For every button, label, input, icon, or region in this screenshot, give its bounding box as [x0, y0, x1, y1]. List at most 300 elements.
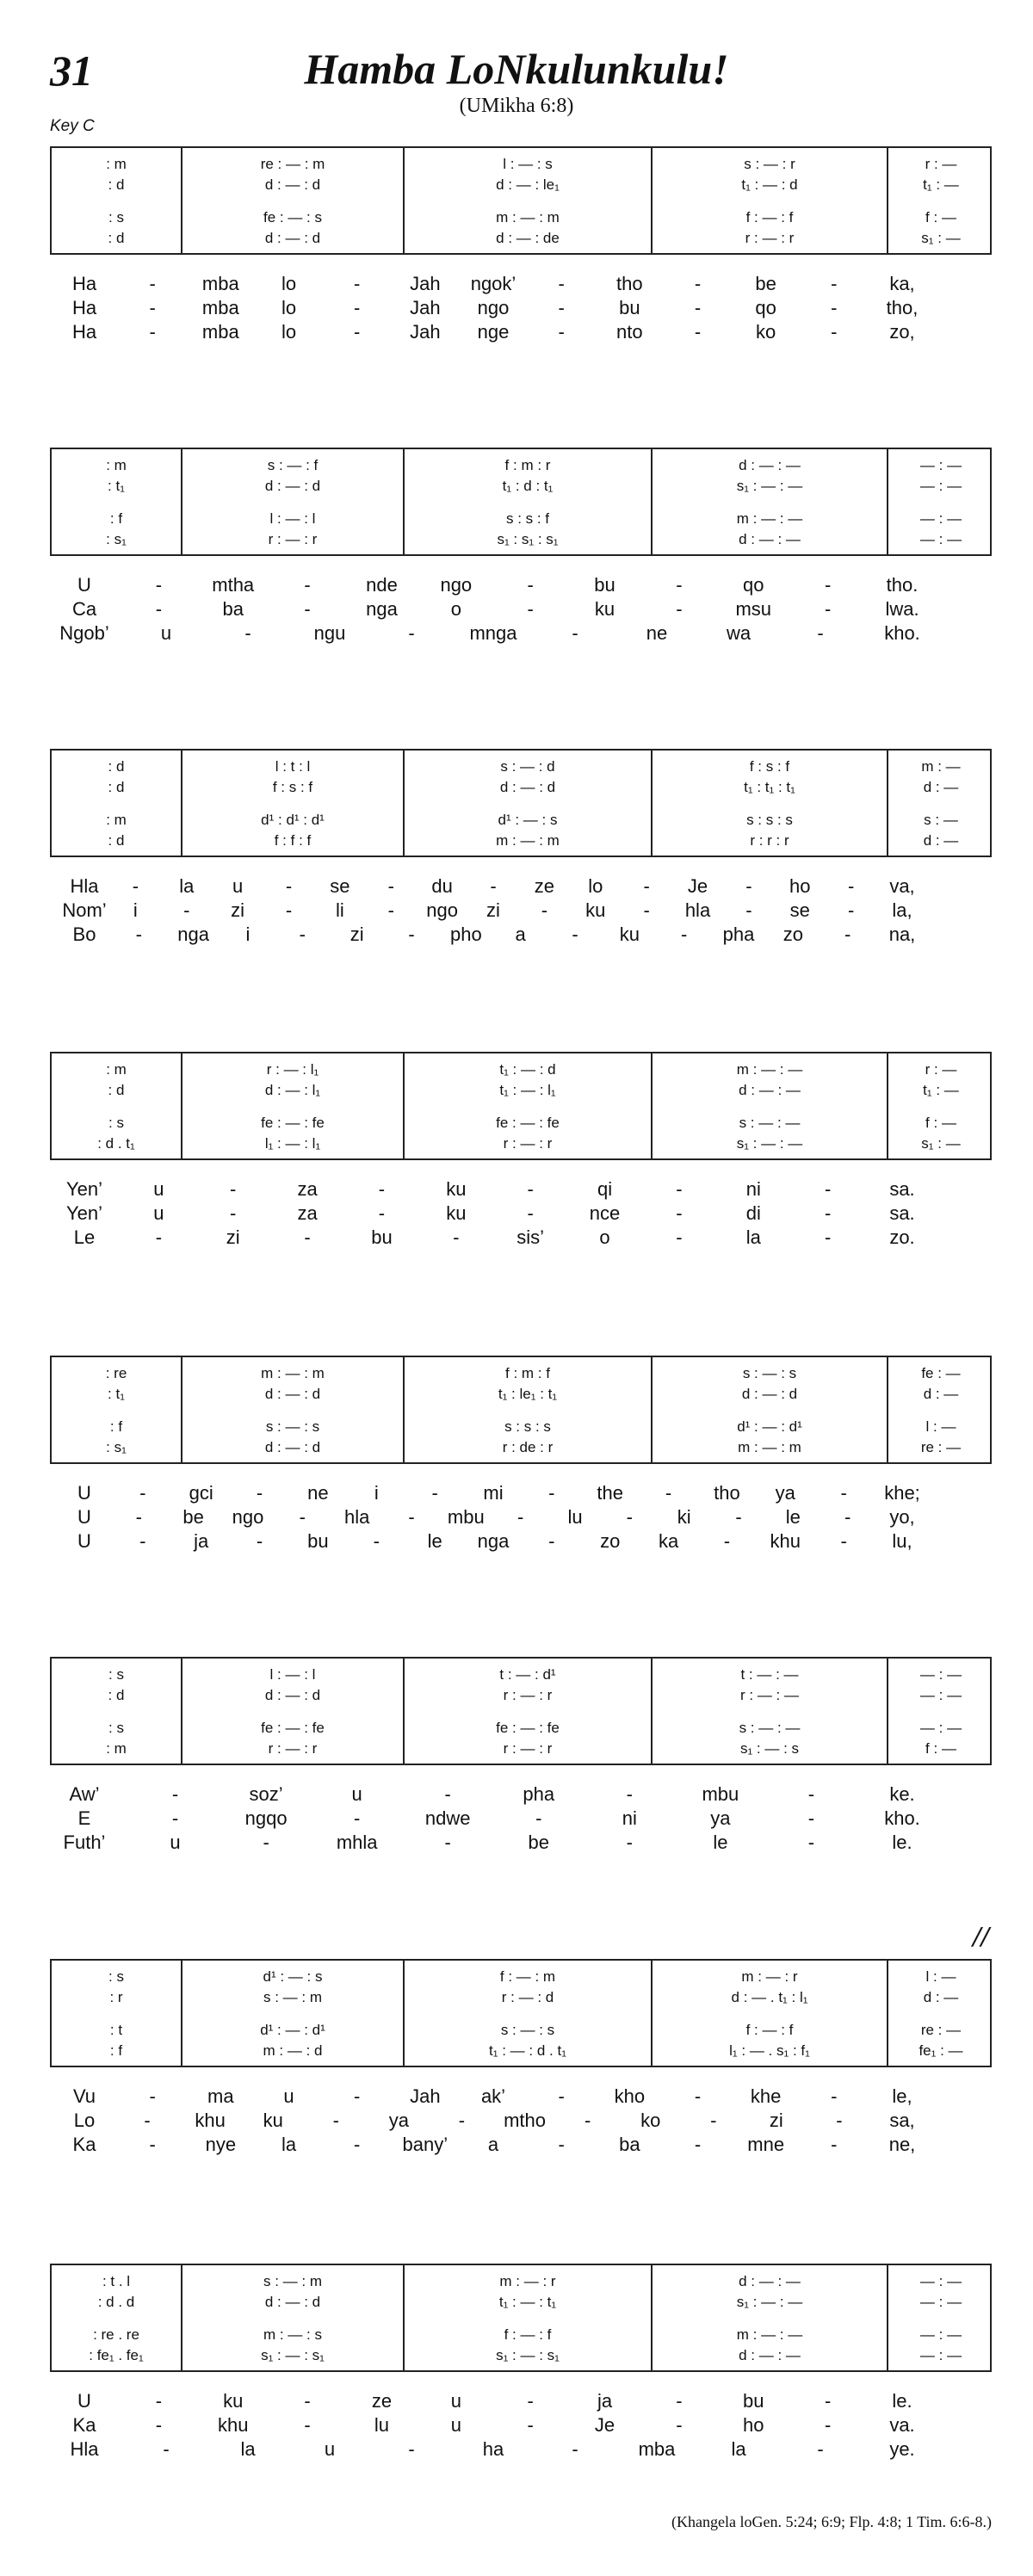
lyric-syllable: soz’: [249, 1783, 283, 1805]
lyric-syllable: -: [155, 2414, 163, 2436]
notation-cell: : s: [108, 1666, 124, 1683]
lyric-syllable: va,: [889, 875, 915, 897]
lyric-syllable: lo: [281, 297, 297, 318]
lyric-syllable: -: [584, 2110, 591, 2131]
lyric-syllable: la: [240, 2438, 256, 2460]
lyric-syllable: -: [694, 321, 702, 343]
lyric-syllable: Ha: [71, 273, 97, 294]
notation-cell: l : — : l: [269, 510, 316, 527]
lyric-syllable: u: [324, 2438, 336, 2460]
notation-cell: : s₁: [106, 1439, 127, 1455]
lyric-syllable: khe: [750, 2085, 782, 2107]
lyric-syllable: the: [597, 1482, 623, 1504]
lyric-syllable: Ha: [71, 297, 97, 318]
lyric-syllable: -: [304, 1226, 311, 1248]
lyric-syllable: -: [558, 2134, 565, 2155]
notation-cell: t₁ : —: [923, 176, 959, 193]
lyric-syllable: ja: [194, 1530, 209, 1552]
lyric-syllable: zo: [600, 1530, 621, 1552]
lyric-line: [50, 1226, 992, 1250]
lyric-syllable: nto: [616, 321, 643, 343]
lyric-syllable: na,: [888, 924, 916, 945]
lyric-syllable: -: [558, 297, 565, 318]
lyric-syllable: Ca: [71, 598, 97, 620]
repeat-mark: //: [973, 1921, 989, 1953]
lyric-syllable: za: [297, 1178, 318, 1200]
notation-cell: m : — : m: [496, 209, 560, 225]
lyric-syllable: ke.: [889, 1783, 915, 1805]
lyric-syllable: U: [77, 574, 91, 596]
lyric-syllable: bu: [594, 574, 615, 596]
notation-cell: f : —: [925, 1740, 956, 1757]
lyric-syllable: -: [353, 297, 361, 318]
notation-cell: s : — : f: [267, 457, 319, 473]
lyric-syllable: Le: [73, 1226, 96, 1248]
notation-cell: s : s : s: [746, 812, 793, 828]
lyric-syllable: i: [374, 1482, 379, 1504]
notation-cell: : re . re: [93, 2326, 139, 2343]
lyric-syllable: -: [183, 899, 190, 921]
lyric-syllable: -: [135, 924, 142, 945]
lyrics-block: [50, 573, 992, 646]
lyric-syllable: msu: [735, 598, 772, 620]
voice-part-row: [52, 2272, 990, 2291]
lyric-syllable: -: [665, 1482, 672, 1504]
lyric-syllable: Hla: [70, 2438, 99, 2460]
lyric-syllable: khu: [770, 1530, 801, 1552]
lyric-line: [50, 2389, 992, 2413]
lyric-line: [50, 2085, 992, 2109]
notation-cell: r : —: [925, 156, 957, 172]
notation-cell: s₁ : — : s₁: [261, 2347, 325, 2363]
lyric-syllable: -: [155, 1226, 163, 1248]
lyric-syllable: -: [831, 273, 838, 294]
lyric-syllable: -: [135, 1506, 142, 1528]
lyric-syllable: ye.: [889, 2438, 915, 2460]
lyric-syllable: -: [149, 2085, 156, 2107]
hymn-title: Hamba LoNkulunkulu!: [304, 45, 729, 93]
lyric-syllable: -: [155, 2390, 163, 2412]
notation-cell: r : — : d: [501, 1989, 554, 2005]
lyric-syllable: ze: [371, 2390, 393, 2412]
lyric-syllable: -: [745, 899, 752, 921]
lyric-syllable: -: [332, 2110, 339, 2131]
lyric-syllable: -: [527, 2390, 534, 2412]
notation-cell: l : — : l: [269, 1666, 316, 1683]
notation-cell: fe : —: [921, 1365, 961, 1381]
notation-cell: : d: [108, 230, 125, 246]
voice-part-row: [52, 1385, 990, 1404]
notation-cell: t₁ : — : d: [741, 176, 798, 193]
lyric-syllable: -: [548, 1530, 555, 1552]
lyric-syllable: hla: [343, 1506, 370, 1528]
lyric-syllable: -: [408, 622, 415, 644]
lyric-syllable: mne: [747, 2134, 785, 2155]
lyrics-block: [50, 2389, 992, 2462]
lyric-syllable: la,: [892, 899, 912, 921]
lyric-syllable: -: [676, 598, 683, 620]
lyric-syllable: -: [824, 2414, 832, 2436]
lyric-syllable: ya: [775, 1482, 795, 1504]
notation-cell: : f: [109, 1418, 123, 1435]
notation-cell: : t . l: [102, 2273, 131, 2289]
lyric-syllable: nce: [589, 1202, 621, 1224]
lyric-syllable: ko: [756, 321, 776, 343]
notation-cell: s₁ : — : s₁: [496, 2347, 560, 2363]
lyric-syllable: u: [450, 2414, 461, 2436]
lyric-syllable: -: [490, 875, 497, 897]
lyric-syllable: -: [535, 1807, 542, 1829]
notation-cell: d¹ : — : s: [498, 812, 558, 828]
lyric-syllable: ze: [534, 875, 554, 897]
notation-cell: r : — : r: [503, 1135, 553, 1152]
lyric-syllable: -: [694, 273, 702, 294]
notation-cell: : s: [108, 1968, 124, 1985]
notation-cell: : d: [108, 1687, 125, 1703]
notation-cell: m : — : s: [263, 2326, 322, 2343]
lyric-syllable: Ka: [72, 2134, 96, 2155]
lyric-syllable: lo: [281, 273, 297, 294]
voice-part-row: [52, 1134, 990, 1153]
lyric-syllable: lo: [281, 321, 297, 343]
lyric-line: [50, 2413, 992, 2437]
lyric-syllable: ku: [619, 924, 640, 945]
lyric-syllable: mhla: [336, 1832, 378, 1853]
lyric-syllable: u: [170, 1832, 181, 1853]
lyric-syllable: ku: [223, 2390, 244, 2412]
notation-cell: d : — : d: [264, 176, 321, 193]
lyric-syllable: Jah: [410, 273, 441, 294]
notation-cell: t₁ : — : d . t₁: [489, 2042, 566, 2059]
notation-cell: t₁ : d : t₁: [502, 478, 554, 494]
notation-cell: s : — : d: [500, 758, 555, 775]
scripture-reference: (UMikha 6:8): [459, 95, 574, 117]
lyric-syllable: ku: [263, 2110, 283, 2131]
notation-cell: : f: [109, 2042, 123, 2059]
notation-cell: f : m : r: [504, 457, 551, 473]
lyric-syllable: Jah: [410, 2085, 441, 2107]
lyric-syllable: -: [149, 297, 156, 318]
lyric-syllable: se: [330, 875, 350, 897]
notation-cell: fe : — : s: [263, 209, 323, 225]
lyric-syllable: lu: [567, 1506, 583, 1528]
notation-cell: — : —: [919, 2273, 962, 2289]
notation-cell: d¹ : — : s: [263, 1968, 323, 1985]
music-system: [50, 1356, 992, 1464]
lyric-syllable: -: [548, 1482, 555, 1504]
lyric-syllable: se: [789, 899, 810, 921]
notation-cell: : s: [108, 209, 124, 225]
notation-cell: d : — : d: [264, 230, 321, 246]
lyric-syllable: mbu: [447, 1506, 485, 1528]
lyric-syllable: sa.: [889, 1202, 915, 1224]
lyric-line: [50, 296, 992, 320]
lyric-syllable: -: [807, 1783, 815, 1805]
notation-cell: t₁ : —: [923, 1082, 959, 1098]
notation-cell: — : —: [919, 2294, 962, 2310]
lyric-syllable: -: [831, 2134, 838, 2155]
lyric-syllable: -: [378, 1202, 386, 1224]
lyric-syllable: nge: [477, 321, 510, 343]
lyric-syllable: mba: [638, 2438, 676, 2460]
notation-cell: d¹ : d¹ : d¹: [261, 812, 325, 828]
notation-cell: s₁ : s₁ : s₁: [497, 531, 559, 547]
notation-cell: d¹ : — : d¹: [737, 1418, 802, 1435]
lyric-syllable: o: [599, 1226, 610, 1248]
lyric-syllable: khe;: [884, 1482, 920, 1504]
music-system: [50, 1657, 992, 1765]
lyric-syllable: Vu: [72, 2085, 96, 2107]
lyric-line: [50, 2109, 992, 2133]
lyric-syllable: -: [304, 574, 311, 596]
lyric-syllable: -: [572, 924, 578, 945]
lyric-syllable: mba: [201, 273, 239, 294]
lyric-syllable: -: [694, 297, 702, 318]
lyric-syllable: lwa.: [885, 598, 919, 620]
lyric-syllable: -: [453, 1226, 460, 1248]
lyric-syllable: -: [304, 598, 311, 620]
lyric-syllable: nye: [205, 2134, 237, 2155]
lyric-syllable: nga: [177, 924, 210, 945]
notation-cell: s : — : s: [742, 1365, 797, 1381]
lyric-syllable: -: [745, 875, 752, 897]
lyric-syllable: wa: [726, 622, 752, 644]
lyric-syllable: ngqo: [244, 1807, 288, 1829]
lyric-syllable: u: [232, 875, 244, 897]
lyric-syllable: pho: [449, 924, 482, 945]
lyric-syllable: -: [304, 2390, 311, 2412]
lyric-syllable: -: [694, 2134, 702, 2155]
lyric-syllable: qo: [755, 297, 776, 318]
lyric-syllable: -: [458, 2110, 466, 2131]
notation-cell: r : — : —: [740, 1687, 799, 1703]
lyric-syllable: kho.: [884, 1807, 920, 1829]
lyric-syllable: -: [847, 875, 855, 897]
lyric-line: [50, 899, 992, 923]
lyric-syllable: a: [487, 2134, 499, 2155]
lyric-syllable: -: [807, 1832, 815, 1853]
lyric-syllable: -: [230, 1178, 237, 1200]
lyric-syllable: ki: [677, 1506, 691, 1528]
lyric-syllable: ba: [222, 598, 244, 620]
lyric-syllable: U: [77, 1482, 91, 1504]
lyric-syllable: qi: [597, 1178, 613, 1200]
lyric-syllable: zo,: [889, 321, 915, 343]
lyric-syllable: -: [230, 1202, 237, 1224]
lyric-syllable: ngo: [440, 574, 473, 596]
voice-part-row: [52, 2042, 990, 2060]
notation-cell: r : — : r: [503, 1687, 553, 1703]
key-signature: Key C: [50, 117, 95, 135]
lyric-syllable: Nom’: [62, 899, 107, 921]
notation-cell: fe : — : fe: [261, 1720, 325, 1736]
lyric-syllable: le: [427, 1530, 442, 1552]
lyric-syllable: -: [676, 574, 683, 596]
music-system: [50, 749, 992, 857]
voice-part-row: [52, 2346, 990, 2365]
lyric-syllable: mba: [201, 297, 239, 318]
lyric-syllable: le: [785, 1506, 801, 1528]
notation-cell: d : — . t₁ : l₁: [731, 1989, 808, 2005]
lyric-syllable: -: [558, 273, 565, 294]
lyric-syllable: Jah: [410, 297, 441, 318]
lyric-syllable: -: [431, 1482, 438, 1504]
notation-cell: — : —: [919, 531, 962, 547]
lyric-syllable: le: [713, 1832, 728, 1853]
voice-part-row: [52, 208, 990, 227]
voice-part-row: [52, 176, 990, 195]
lyric-line: [50, 1177, 992, 1202]
notation-cell: — : —: [919, 510, 962, 527]
lyric-syllable: -: [353, 2134, 361, 2155]
lyric-syllable: ndwe: [424, 1807, 471, 1829]
lyric-syllable: -: [353, 273, 361, 294]
lyric-syllable: -: [256, 1530, 263, 1552]
lyric-syllable: la: [179, 875, 195, 897]
lyric-line: [50, 1529, 992, 1554]
lyric-syllable: u: [351, 1783, 362, 1805]
lyric-line: [50, 874, 992, 899]
lyric-syllable: -: [163, 2438, 170, 2460]
notation-cell: t₁ : — : d: [499, 1061, 556, 1078]
notation-cell: m : — : —: [736, 510, 803, 527]
lyric-syllable: -: [844, 1506, 851, 1528]
lyric-syllable: -: [541, 899, 548, 921]
lyric-syllable: -: [824, 2390, 832, 2412]
notation-cell: : r: [109, 1989, 123, 2005]
lyric-syllable: -: [139, 1482, 146, 1504]
lyric-syllable: sis’: [516, 1226, 545, 1248]
lyric-syllable: -: [387, 899, 394, 921]
lyric-syllable: u: [153, 1178, 164, 1200]
lyric-syllable: lo: [588, 875, 603, 897]
notation-cell: s : — : r: [744, 156, 795, 172]
lyric-syllable: pha: [722, 924, 755, 945]
lyric-syllable: -: [353, 1807, 361, 1829]
lyric-syllable: -: [831, 321, 838, 343]
voice-part-row: [52, 1081, 990, 1100]
notation-cell: m : — : r: [499, 2273, 556, 2289]
lyric-syllable: -: [694, 2085, 702, 2107]
voice-part-row: [52, 1988, 990, 2007]
lyric-syllable: -: [155, 598, 163, 620]
notation-cell: m : —: [921, 758, 961, 775]
notation-cell: fe : — : fe: [261, 1115, 325, 1131]
lyric-syllable: la: [745, 1226, 761, 1248]
lyric-syllable: -: [676, 1202, 683, 1224]
voice-part-row: [52, 1114, 990, 1133]
notation-cell: l : t : l: [275, 758, 311, 775]
notation-cell: : re: [105, 1365, 127, 1381]
lyric-syllable: Ka: [72, 2414, 96, 2436]
lyric-syllable: du: [431, 875, 453, 897]
lyric-syllable: Lo: [73, 2110, 96, 2131]
notation-cell: r : — : l₁: [266, 1061, 319, 1078]
lyric-syllable: mba: [201, 321, 239, 343]
lyric-syllable: khu: [195, 2110, 226, 2131]
notation-cell: t₁ : le₁ : t₁: [498, 1386, 558, 1402]
lyric-syllable: -: [285, 899, 293, 921]
notation-cell: r : —: [925, 1061, 957, 1078]
notation-cell: f : s : f: [749, 758, 790, 775]
music-system: [50, 448, 992, 556]
voice-part-row: [52, 1418, 990, 1436]
voice-part-row: [52, 2293, 990, 2312]
lyric-syllable: zi: [231, 899, 245, 921]
lyric-syllable: -: [824, 1202, 832, 1224]
lyric-syllable: khu: [217, 2414, 249, 2436]
notation-cell: : t₁: [108, 478, 125, 494]
notation-cell: s : —: [924, 812, 958, 828]
lyric-syllable: U: [77, 1506, 91, 1528]
lyric-syllable: -: [817, 622, 824, 644]
lyric-line: [50, 597, 992, 621]
notation-cell: s : s : s: [504, 1418, 551, 1435]
lyric-syllable: -: [444, 1783, 451, 1805]
lyric-syllable: -: [527, 1178, 534, 1200]
lyric-syllable: ku: [446, 1178, 467, 1200]
lyric-syllable: -: [527, 2414, 534, 2436]
lyric-syllable: i: [245, 924, 251, 945]
lyric-syllable: ni: [745, 1178, 761, 1200]
voice-part-row: [52, 1060, 990, 1079]
notation-cell: — : —: [919, 1687, 962, 1703]
voice-part-row: [52, 757, 990, 776]
lyric-syllable: -: [626, 1832, 633, 1853]
lyric-syllable: -: [408, 2438, 415, 2460]
notation-cell: d : — : d: [264, 2294, 321, 2310]
notation-cell: — : —: [919, 457, 962, 473]
lyric-syllable: -: [723, 1530, 731, 1552]
lyric-syllable: zo: [782, 924, 803, 945]
lyric-syllable: ngok’: [470, 273, 516, 294]
lyric-syllable: -: [171, 1807, 179, 1829]
lyric-syllable: ho: [743, 2414, 764, 2436]
lyric-syllable: ne: [646, 622, 668, 644]
voice-part-row: [52, 530, 990, 549]
lyric-syllable: -: [139, 1530, 146, 1552]
lyric-syllable: ni: [622, 1807, 637, 1829]
notation-cell: m : — : —: [736, 1061, 803, 1078]
notation-cell: : t: [109, 2022, 123, 2038]
lyric-syllable: zi: [226, 1226, 240, 1248]
lyric-syllable: -: [735, 1506, 742, 1528]
lyric-syllable: bu: [371, 1226, 393, 1248]
lyric-syllable: -: [824, 1178, 832, 1200]
notation-cell: — : —: [919, 2347, 962, 2363]
lyric-syllable: -: [572, 622, 578, 644]
lyric-syllable: u: [283, 2085, 294, 2107]
lyric-syllable: E: [77, 1807, 91, 1829]
lyric-line: [50, 1831, 992, 1855]
lyric-syllable: ngo: [477, 297, 510, 318]
lyric-syllable: mi: [483, 1482, 504, 1504]
notation-cell: — : —: [919, 1666, 962, 1683]
lyric-syllable: ja: [597, 2390, 613, 2412]
notation-cell: f : — : f: [745, 209, 794, 225]
lyric-syllable: tho,: [886, 297, 919, 318]
lyric-syllable: ho: [789, 875, 811, 897]
notation-cell: s₁ : — : —: [736, 1135, 803, 1152]
lyric-syllable: -: [676, 2390, 683, 2412]
notation-cell: s₁ : —: [921, 1135, 961, 1152]
notation-cell: m : — : m: [738, 1439, 801, 1455]
notation-cell: f : — : f: [745, 2022, 794, 2038]
lyric-syllable: -: [263, 1832, 269, 1853]
lyric-syllable: lu: [374, 2414, 390, 2436]
lyric-syllable: kho: [614, 2085, 646, 2107]
lyric-syllable: -: [527, 574, 534, 596]
